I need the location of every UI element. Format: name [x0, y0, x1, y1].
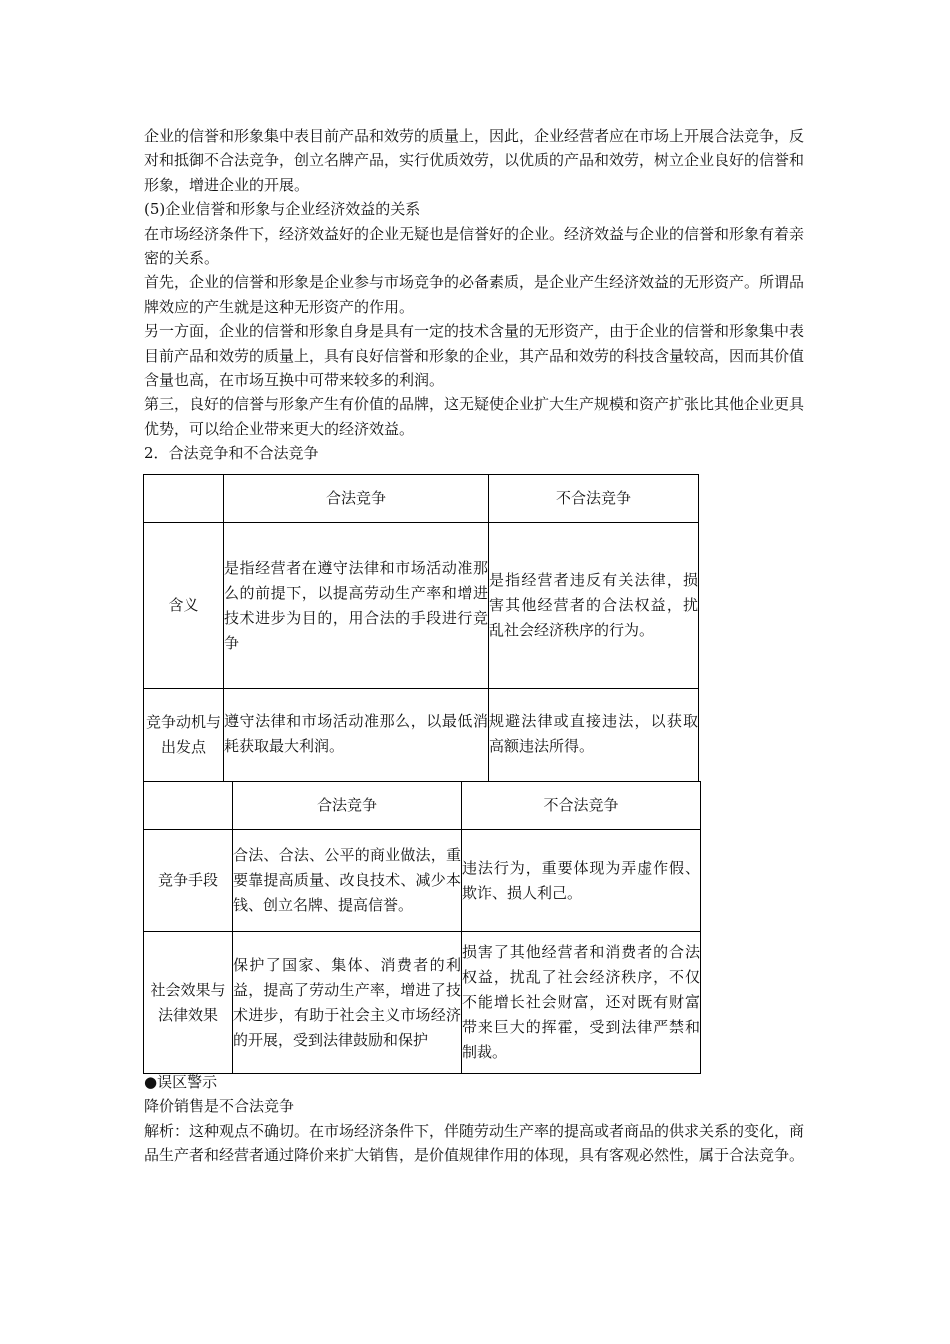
warning-analysis: 解析：这种观点不确切。在市场经济条件下，伴随劳动生产率的提高或者商品的供求关系的变化，商品生产者和经营者通过降价来扩大销售，是价值规律作用的体现，具有客观必然性，属于合法竞争。	[144, 1121, 805, 1165]
table-cell: 合法、合法、公平的商业做法，重要靠提高质量、改良技术、减少本钱、创立名牌、提高信誉。	[233, 830, 462, 932]
table-cell: 规避法律或直接违法，以获取高额违法所得。	[489, 689, 699, 782]
intro-text	[144, 124, 812, 466]
table-header-illegal: 不合法竞争	[462, 782, 701, 830]
table-header-corner	[144, 782, 233, 830]
warning-heading: ●误区警示	[144, 1073, 218, 1091]
table-cell: 是指经营者违反有关法律，损害其他经营者的合法权益，扰乱社会经济秩序的行为。	[489, 523, 699, 689]
row-label: 竞争手段	[144, 830, 233, 932]
paragraph: 企业的信誉和形象集中表目前产品和效劳的质量上，因此，企业经营者应在市场上开展合法竞争，反对和抵御不合法竞争，创立名牌产品，实行优质效劳，以优质的产品和效劳，树立企业良好的信誉和形象，增进企业的开展。	[144, 127, 805, 194]
table-cell: 违法行为，重要体现为弄虚作假、欺诈、损人利己。	[462, 830, 701, 932]
table-header-legal: 合法竞争	[224, 475, 489, 523]
paragraph: 另一方面，企业的信誉和形象自身是具有一定的技术含量的无形资产，由于企业的信誉和形象集中表目前产品和效劳的质量上，具有良好信誉和形象的企业，其产品和效劳的科技含量较高，因而其价值含量也高，在市场互换中可带来较多的利润。	[144, 322, 805, 390]
table-cell: 损害了其他经营者和消费者的合法权益，扰乱了社会经济秩序，不仅不能增长社会财富，还对既有财富带来巨大的挥霍，受到法律严禁和制裁。	[462, 932, 701, 1074]
section-heading: (5)企业信誉和形象与企业经济效益的关系	[144, 200, 421, 219]
warning-claim: 降价销售是不合法竞争	[144, 1097, 295, 1116]
warning-section	[144, 1070, 812, 1168]
comparison-table-1	[143, 474, 699, 782]
table-cell: 保护了国家、集体、消费者的利益，提高了劳动生产率，增进了技术进步，有助于社会主义市场经济的开展，受到法律鼓励和保护	[233, 932, 462, 1074]
row-label: 含义	[144, 523, 224, 689]
row-label: 社会效果与法律效果	[144, 932, 233, 1074]
section-heading: 2．合法竞争和不合法竞争	[144, 444, 319, 463]
table-header-corner	[144, 475, 224, 523]
table-header-illegal: 不合法竞争	[489, 475, 699, 523]
row-label: 竞争动机与出发点	[144, 689, 224, 782]
table-cell: 遵守法律和市场活动准那么，以最低消耗获取最大利润。	[224, 689, 489, 782]
paragraph: 首先，企业的信誉和形象是企业参与市场竞争的必备素质，是企业产生经济效益的无形资产。所谓品牌效应的产生就是这种无形资产的作用。	[144, 273, 805, 316]
paragraph: 在市场经济条件下，经济效益好的企业无疑也是信誉好的企业。经济效益与企业的信誉和形象有着亲密的关系。	[144, 224, 805, 268]
comparison-table-2	[143, 781, 701, 1074]
paragraph: 第三，良好的信誉与形象产生有价值的品牌，这无疑使企业扩大生产规模和资产扩张比其他企业更具优势，可以给企业带来更大的经济效益。	[144, 395, 805, 438]
table-cell: 是指经营者在遵守法律和市场活动准那么的前提下，以提高劳动生产率和增进技术进步为目的，用合法的手段进行竞争	[224, 523, 489, 689]
table-header-legal: 合法竞争	[233, 782, 462, 830]
